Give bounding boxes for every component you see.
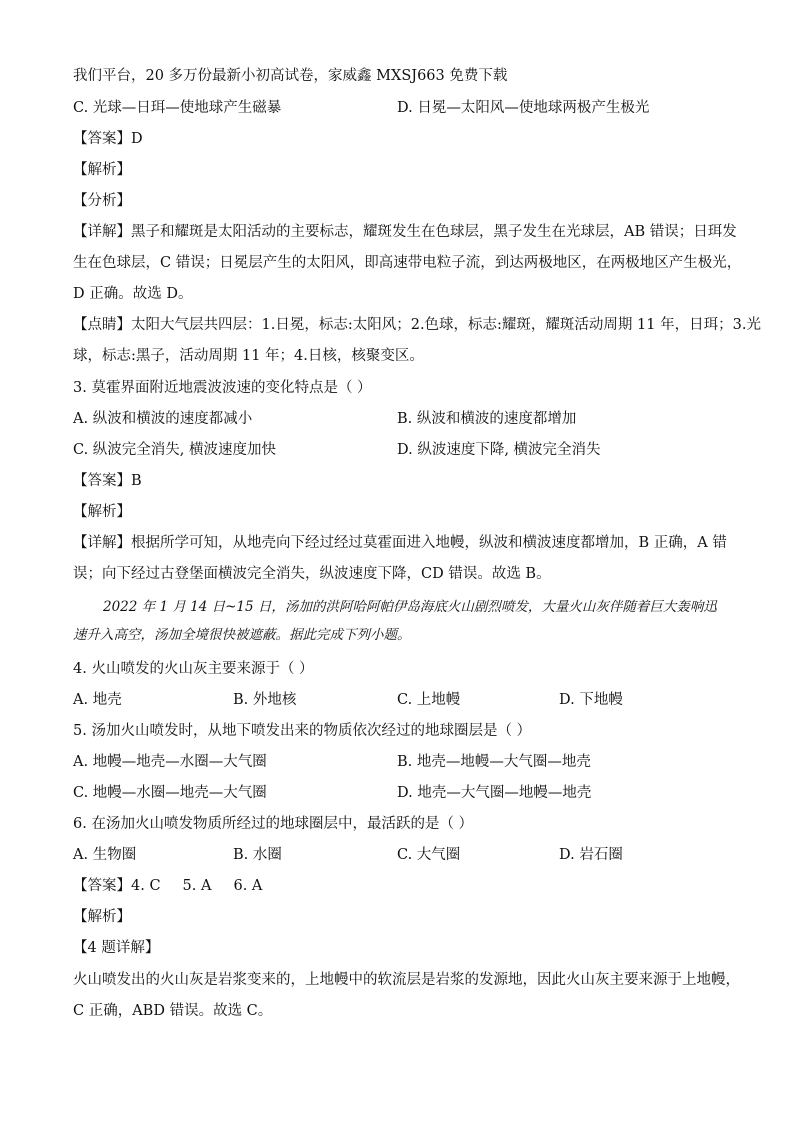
answer-value: B [131, 473, 142, 489]
answer-value: D [131, 131, 143, 147]
q4-detail-line-1: 火山喷发出的火山灰是岩浆变来的，上地幔中的软流层是岩浆的发源地，因此火山灰主要来源于上地幔， [73, 972, 740, 988]
option-a: A. 纵波和横波的速度都减小 [73, 411, 253, 427]
q6-stem: 6. 在汤加火山喷发物质所经过的地球圈层中，最活跃的是（ ） [73, 816, 474, 832]
q4-detail-line-2: C 正确，ABD 错误。故选 C。 [73, 1003, 273, 1019]
promo-header: 我们平台，20 多万份最新小初高试卷，家威鑫 MXSJ663 免费下载 [73, 68, 508, 84]
detail-tag: 【详解】 [73, 224, 131, 240]
option-d: D. 纵波速度下降, 横波完全消失 [397, 442, 601, 458]
option-b: B. 水圈 [233, 847, 282, 863]
q2-detail-line-3: D 正确。故选 D。 [73, 286, 193, 302]
option-a: A. 地壳 [73, 692, 122, 708]
answer-tag: 【答案】 [73, 131, 131, 147]
group-jiexi-heading: 【解析】 [73, 909, 131, 925]
q2-detail-line-2: 生在色球层，C 错误；日冕层产生的太阳风，即高速带电粒子流，到达两极地区，在两极地区产生极光， [73, 255, 742, 271]
option-b: B. 外地核 [233, 692, 297, 708]
option-b: B. 纵波和横波的速度都增加 [397, 411, 577, 427]
q4-stem: 4. 火山喷发的火山灰主要来源于（ ） [73, 661, 314, 677]
detail-text: 根据所学可知，从地壳向下经过经过莫霍面进入地幔，纵波和横波速度都增加，B 正确，A 错 [131, 535, 727, 551]
answer-tag: 【答案】 [73, 473, 131, 489]
option-a: A. 地幔—地壳—水圈—大气圈 [73, 754, 267, 770]
q2-note-line-2: 球，标志:黑子，活动周期 11 年；4.日核，核聚变区。 [73, 348, 424, 364]
q2-detail-line-1 [73, 222, 737, 242]
material-line-1: 2022 年 1 月 14 日~15 日，汤加的洪阿哈阿帕伊岛海底火山剧烈喷发，大量火山灰伴随着巨大轰响迅 [103, 599, 717, 615]
q3-jiexi-heading: 【解析】 [73, 504, 131, 520]
answer-6: 6. A [233, 878, 263, 894]
q3-detail-line-1 [73, 533, 727, 553]
detail-text: 黑子和耀斑是太阳活动的主要标志，耀斑发生在色球层，黑子发生在光球层，AB 错误；日珥发 [131, 224, 737, 240]
option-d: D. 岩石圈 [559, 847, 623, 863]
detail-tag: 【详解】 [73, 535, 131, 551]
answer-tag: 【答案】 [73, 878, 131, 894]
q2-answer [73, 129, 143, 149]
q3-detail-line-2: 误；向下经过古登堡面横波完全消失，纵波速度下降，CD 错误。故选 B。 [73, 566, 551, 582]
option-b: B. 地壳—地幔—大气圈—地壳 [397, 754, 591, 770]
q2-note-line-1 [73, 315, 761, 335]
option-d: D. 日冕—太阳风—使地球两极产生极光 [397, 100, 650, 116]
q5-stem: 5. 汤加火山喷发时，从地下喷发出来的物质依次经过的地球圈层是（ ） [73, 723, 532, 739]
option-c: C. 光球—日珥—使地球产生磁暴 [73, 100, 282, 116]
q3-stem: 3. 莫霍界面附近地震波波速的变化特点是（ ） [73, 380, 372, 396]
option-a: A. 生物圈 [73, 847, 137, 863]
option-c: C. 大气圈 [397, 847, 461, 863]
option-c: C. 上地幔 [397, 692, 461, 708]
option-c: C. 纵波完全消失, 横波速度加快 [73, 442, 277, 458]
option-d: D. 下地幔 [559, 692, 623, 708]
q4-detail-heading: 【4 题详解】 [73, 940, 160, 956]
option-d: D. 地壳—大气圈—地幔—地壳 [397, 785, 592, 801]
group-answer [73, 876, 262, 896]
note-text: 太阳大气层共四层：1.日冕，标志:太阳风；2.色球，标志:耀斑，耀斑活动周期 11 年，日珥；3.光 [131, 317, 761, 333]
q2-jiexi-heading: 【解析】 [73, 162, 131, 178]
material-line-2: 速升入高空，汤加全境很快被遮蔽。据此完成下列小题。 [73, 627, 411, 643]
note-tag: 【点睛】 [73, 317, 131, 333]
option-c: C. 地幔—水圈—地壳—大气圈 [73, 785, 267, 801]
q2-fenxi-heading: 【分析】 [73, 193, 131, 209]
answer-4: 4. C [131, 878, 161, 894]
answer-5: 5. A [182, 878, 212, 894]
q3-answer [73, 471, 142, 491]
